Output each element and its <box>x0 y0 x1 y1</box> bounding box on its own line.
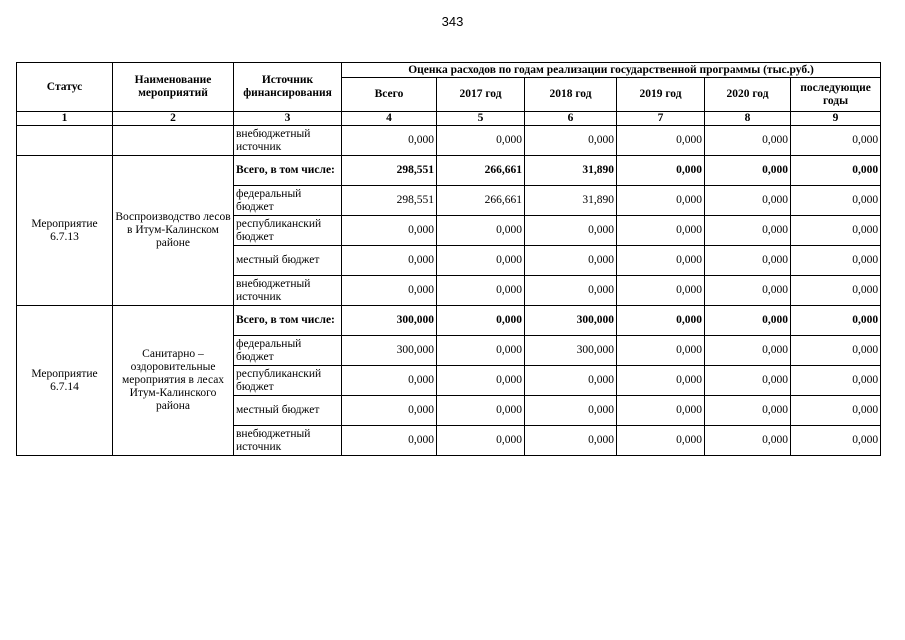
value-cell: 0,000 <box>525 396 617 426</box>
value-cell: 0,000 <box>617 306 705 336</box>
source-cell: республиканский бюджет <box>234 216 342 246</box>
source-cell: Всего, в том числе: <box>234 306 342 336</box>
value-cell: 0,000 <box>342 366 437 396</box>
status-cell: Мероприятие 6.7.13 <box>17 156 113 306</box>
value-cell: 0,000 <box>525 246 617 276</box>
value-cell: 0,000 <box>705 126 791 156</box>
source-cell: федеральный бюджет <box>234 186 342 216</box>
value-cell: 298,551 <box>342 156 437 186</box>
value-cell: 0,000 <box>791 306 881 336</box>
value-cell: 300,000 <box>525 336 617 366</box>
table-row <box>17 126 881 156</box>
value-cell: 266,661 <box>437 186 525 216</box>
column-number: 1 <box>17 112 113 126</box>
value-cell: 0,000 <box>705 426 791 456</box>
value-cell: 0,000 <box>705 336 791 366</box>
value-cell: 0,000 <box>525 276 617 306</box>
column-number: 5 <box>437 112 525 126</box>
value-cell: 0,000 <box>437 396 525 426</box>
value-cell: 0,000 <box>705 246 791 276</box>
header-year: последующие годы <box>791 78 881 112</box>
value-cell: 0,000 <box>791 396 881 426</box>
source-cell: внебюджетный источник <box>234 126 342 156</box>
value-cell: 0,000 <box>617 186 705 216</box>
value-cell: 266,661 <box>437 156 525 186</box>
source-cell: республиканский бюджет <box>234 366 342 396</box>
value-cell: 0,000 <box>617 276 705 306</box>
value-cell: 0,000 <box>705 396 791 426</box>
header-source: Источник финансирования <box>234 63 342 112</box>
value-cell: 0,000 <box>437 246 525 276</box>
value-cell: 0,000 <box>525 216 617 246</box>
name-cell: Воспроизводство лесов в Итум-Калинском районе <box>113 156 234 306</box>
source-cell: внебюджетный источник <box>234 426 342 456</box>
value-cell: 0,000 <box>617 366 705 396</box>
header-year: 2017 год <box>437 78 525 112</box>
value-cell: 0,000 <box>705 306 791 336</box>
name-cell: Санитарно – оздоровительные мероприятия в лесах Итум-Калинского района <box>113 306 234 456</box>
value-cell: 0,000 <box>705 216 791 246</box>
column-number: 8 <box>705 112 791 126</box>
header-name: Наименование мероприятий <box>113 63 234 112</box>
value-cell: 0,000 <box>617 246 705 276</box>
table-row <box>17 306 881 336</box>
budget-table <box>16 62 881 456</box>
column-number: 3 <box>234 112 342 126</box>
header-year: 2018 год <box>525 78 617 112</box>
value-cell: 0,000 <box>791 276 881 306</box>
value-cell: 0,000 <box>791 336 881 366</box>
source-cell: внебюджетный источник <box>234 276 342 306</box>
value-cell: 300,000 <box>342 306 437 336</box>
header-year: 2019 год <box>617 78 705 112</box>
status-cell: Мероприятие 6.7.14 <box>17 306 113 456</box>
column-number: 2 <box>113 112 234 126</box>
column-number: 4 <box>342 112 437 126</box>
value-cell: 300,000 <box>525 306 617 336</box>
header-estimate-title: Оценка расходов по годам реализации государственной программы (тыс.руб.) <box>342 63 881 78</box>
page-number: 343 <box>441 14 464 29</box>
value-cell: 0,000 <box>705 186 791 216</box>
value-cell: 0,000 <box>437 276 525 306</box>
header-year: Всего <box>342 78 437 112</box>
value-cell: 0,000 <box>525 126 617 156</box>
column-number: 7 <box>617 112 705 126</box>
source-cell: федеральный бюджет <box>234 336 342 366</box>
source-cell: местный бюджет <box>234 396 342 426</box>
value-cell: 0,000 <box>791 366 881 396</box>
value-cell: 0,000 <box>342 426 437 456</box>
value-cell: 0,000 <box>525 366 617 396</box>
value-cell: 0,000 <box>437 426 525 456</box>
value-cell: 0,000 <box>617 126 705 156</box>
value-cell: 0,000 <box>617 426 705 456</box>
value-cell: 0,000 <box>437 366 525 396</box>
value-cell: 0,000 <box>342 126 437 156</box>
source-cell: Всего, в том числе: <box>234 156 342 186</box>
value-cell: 0,000 <box>437 336 525 366</box>
value-cell: 298,551 <box>342 186 437 216</box>
column-number: 6 <box>525 112 617 126</box>
value-cell: 0,000 <box>617 396 705 426</box>
value-cell: 0,000 <box>437 216 525 246</box>
value-cell: 31,890 <box>525 186 617 216</box>
value-cell: 0,000 <box>437 306 525 336</box>
value-cell: 0,000 <box>617 216 705 246</box>
value-cell: 0,000 <box>705 276 791 306</box>
value-cell: 0,000 <box>791 246 881 276</box>
value-cell: 31,890 <box>525 156 617 186</box>
value-cell: 0,000 <box>342 246 437 276</box>
value-cell: 0,000 <box>617 156 705 186</box>
value-cell: 0,000 <box>791 216 881 246</box>
value-cell: 0,000 <box>791 126 881 156</box>
header-status: Статус <box>17 63 113 112</box>
header-year: 2020 год <box>705 78 791 112</box>
status-cell <box>17 126 113 156</box>
value-cell: 0,000 <box>342 276 437 306</box>
value-cell: 0,000 <box>342 396 437 426</box>
value-cell: 0,000 <box>791 186 881 216</box>
name-cell <box>113 126 234 156</box>
value-cell: 0,000 <box>791 426 881 456</box>
value-cell: 0,000 <box>617 336 705 366</box>
source-cell: местный бюджет <box>234 246 342 276</box>
value-cell: 0,000 <box>525 426 617 456</box>
value-cell: 0,000 <box>705 366 791 396</box>
column-number: 9 <box>791 112 881 126</box>
value-cell: 0,000 <box>705 156 791 186</box>
value-cell: 0,000 <box>342 216 437 246</box>
table-row <box>17 156 881 186</box>
value-cell: 300,000 <box>342 336 437 366</box>
value-cell: 0,000 <box>437 126 525 156</box>
value-cell: 0,000 <box>791 156 881 186</box>
